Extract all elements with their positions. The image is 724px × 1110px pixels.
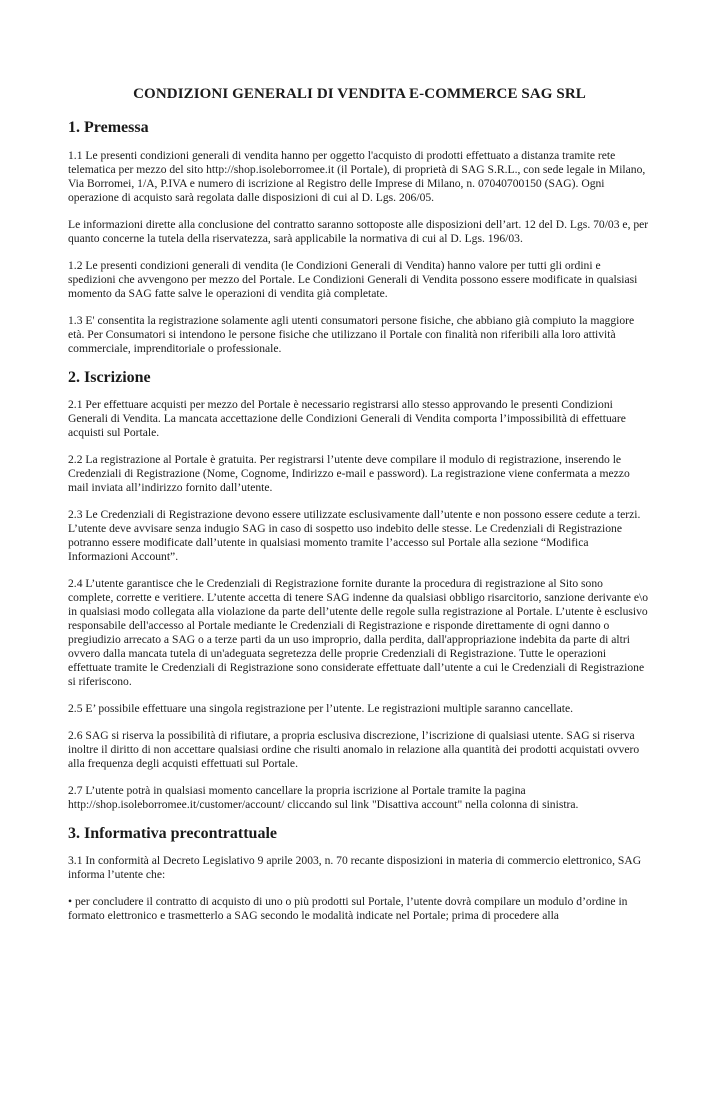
- bullet-item-order-form: • per concludere il contratto di acquisto di uno o più prodotti sul Portale, l’utente dovrà compilare un modulo d’ordine in formato elettronico e trasmetterlo a SAG secondo le modalità indicate nel Portale; prima di procedere alla: [68, 895, 628, 922]
- paragraph-2-7-text-after: cliccando sul link "Disattiva account" nella colonna di sinistra.: [284, 798, 579, 811]
- paragraph-2-7: [68, 784, 651, 812]
- paragraph-2-2: 2.2 La registrazione al Portale è gratuita. Per registrarsi l’utente deve compilare il modulo di registrazione, inserendo le Credenziali di Registrazione (Nome, Cognome, Indirizzo e-mail e password). La registrazione viene confermata a mezzo mail inviata all’indirizzo fornito dall’utente.: [68, 453, 630, 494]
- paragraph-1-2: 1.2 Le presenti condizioni generali di vendita (le Condizioni Generali di Vendita) hanno valore per tutti gli ordini e spedizioni che avvengono per mezzo del Portale. Le Condizioni Generali di Vendita possono essere modificate in qualsiasi momento da SAG fatte salve le operazioni di vendita già completate.: [68, 259, 638, 300]
- paragraph-1-1: 1.1 Le presenti condizioni generali di vendita hanno per oggetto l'acquisto di prodotti effettuato a distanza tramite rete telematica per mezzo del sito http://shop.isoleborromee.it (il Portale), di proprietà di SAG S.R.L., con sede legale in Milano, Via Borromei, 1/A, P.IVA e numero di iscrizione al Registro delle Imprese di Milano, n. 07040700150 (SAG). Ogni operazione di acquisto sarà regolata dalle disposizioni di cui al D. Lgs. 206/05.: [68, 149, 646, 204]
- paragraph-3-1: 3.1 In conformità al Decreto Legislativo 9 aprile 2003, n. 70 recante disposizioni in materia di commercio elettronico, SAG informa l’utente che:: [68, 854, 642, 881]
- paragraph-2-7-text-before: 2.7 L’utente potrà in qualsiasi momento cancellare la propria iscrizione al Portale tramite la pagina: [68, 784, 526, 797]
- paragraph-1-3: 1.3 E' consentita la registrazione solamente agli utenti consumatori persone fisiche, che abbiano già compiuto la maggiore età. Per Consumatori si intendono le persone fisiche che utilizzano il Portale con finalità non riferibili alla loro attività commerciale, imprenditoriale o professionale.: [68, 314, 635, 355]
- account-page-link[interactable]: http://shop.isoleborromee.it/customer/account/: [68, 798, 285, 811]
- paragraph-2-5: 2.5 E’ possibile effettuare una singola registrazione per l’utente. Le registrazioni multiple saranno cancellate.: [68, 702, 573, 715]
- section-heading-informativa: 3. Informativa precontrattuale: [68, 825, 277, 842]
- section-heading-premessa: 1. Premessa: [68, 119, 149, 136]
- paragraph-1-info: Le informazioni dirette alla conclusione del contratto saranno sottoposte alle disposizioni dell’art. 12 del D. Lgs. 70/03 e, per quanto concerne la tutela della riservatezza, sarà applicabile la normativa di cui al D. Lgs. 196/03.: [68, 218, 649, 245]
- document-title: CONDIZIONI GENERALI DI VENDITA E-COMMERCE SAG SRL: [133, 86, 586, 102]
- paragraph-2-4: 2.4 L’utente garantisce che le Credenziali di Registrazione fornite durante la procedura di registrazione al Sito sono complete, corrette e veritiere. L’utente accetta di tenere SAG indenne da qualsiasi obbligo risarcitorio, sanzione derivante e\o in qualsiasi modo collegata alla violazione da parte dell’utente delle regole sulla registrazione al Portale. L’utente è esclusivo responsabile dell'accesso al Portale mediante le Credenziali di Registrazione e risponde direttamente di ogni danno o pregiudizio arrecato a SAG o a terze parti da un uso improprio, dalla perdita, dall'appropriazione indebita da parte di altri ovvero dalla mancata tutela di un'adeguata segretezza delle proprie Credenziali di Registrazione. Tutte le operazioni effettuate tramite le Credenziali di Registrazione sono considerate effettuate dall’utente a cui le Credenziali di Registrazione si riferiscono.: [68, 577, 648, 688]
- paragraph-2-3: 2.3 Le Credenziali di Registrazione devono essere utilizzate esclusivamente dall’utente e non possono essere cedute a terzi. L’utente deve avvisare senza indugio SAG in caso di sospetto uso indebito delle stesse. Le Credenziali di Registrazione potranno essere modificate dall’utente in qualsiasi momento tramite l’accesso sul Portale alla sezione “Modifica Informazioni Account”.: [68, 508, 641, 563]
- section-heading-iscrizione: 2. Iscrizione: [68, 369, 151, 386]
- paragraph-2-6: 2.6 SAG si riserva la possibilità di rifiutare, a propria esclusiva discrezione, l’iscrizione di qualsiasi utente. SAG si riserva inoltre il diritto di non accettare qualsiasi ordine che risulti anomalo in relazione alla quantità dei prodotti acquistati ovvero alla frequenza degli acquisti effettuati sul Portale.: [68, 729, 640, 770]
- paragraph-2-1: 2.1 Per effettuare acquisti per mezzo del Portale è necessario registrarsi allo stesso approvando le presenti Condizioni Generali di Vendita. La mancata accettazione delle Condizioni Generali di Vendita comporta l’impossibilità di effettuare acquisti sul Portale.: [68, 398, 626, 439]
- document-page: [0, 86, 724, 1110]
